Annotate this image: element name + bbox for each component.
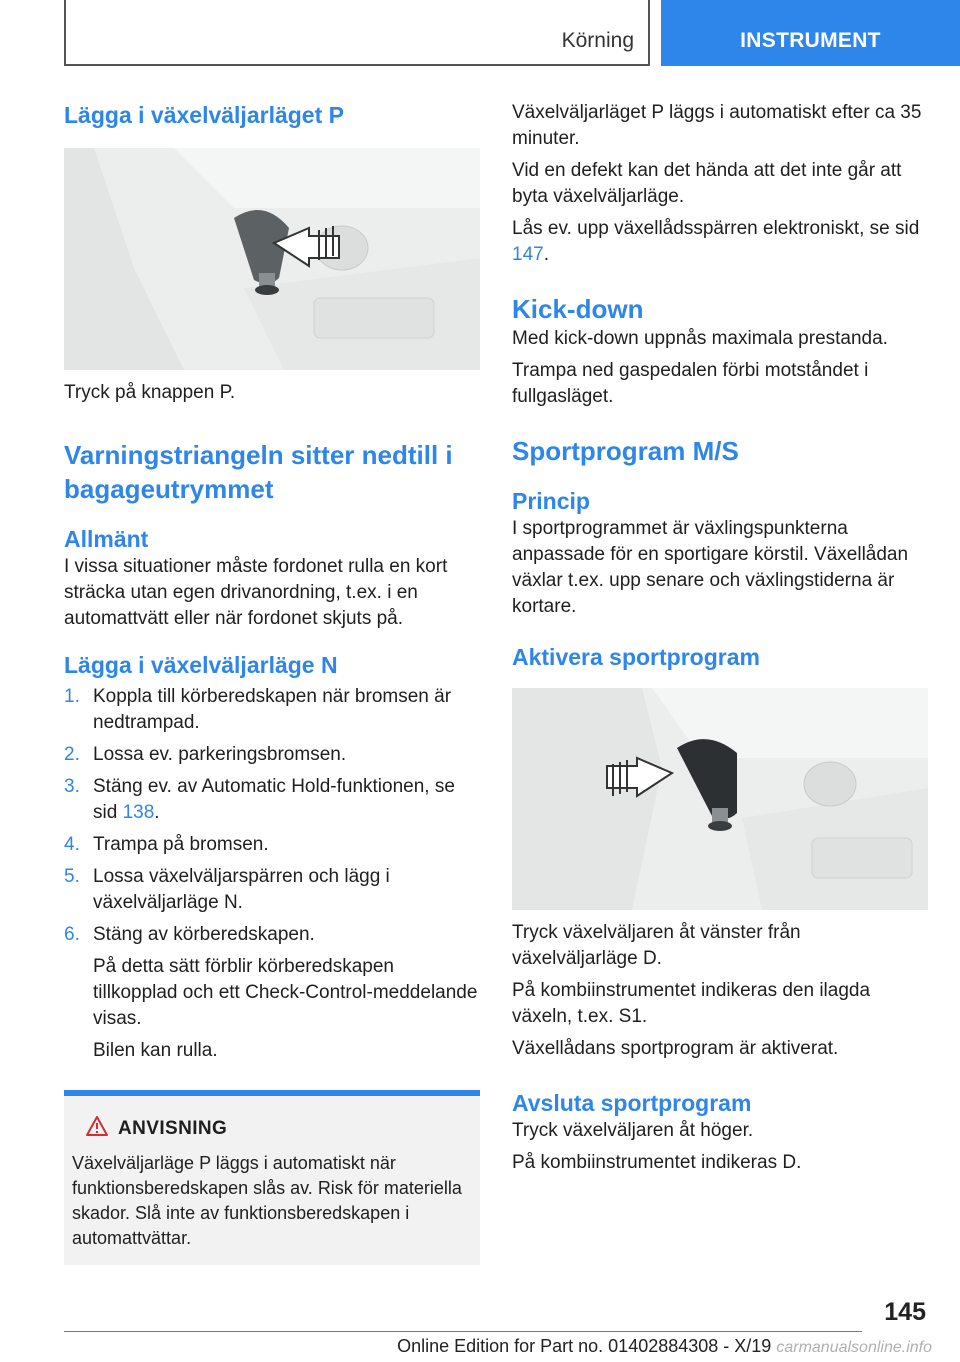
section-label: Körning (561, 29, 634, 52)
list-item (64, 864, 482, 916)
step-number: 3. (64, 776, 80, 797)
heading-sport-program: Sportprogram M/S (512, 436, 739, 466)
left-column (64, 100, 482, 1265)
step-text: Trampa på bromsen. (93, 834, 269, 855)
step6-sub-text-2: Bilen kan rulla. (93, 1040, 218, 1061)
list-item (64, 922, 482, 948)
step-text-end: . (154, 802, 160, 823)
heading-neutral: Lägga i växelväljarläge N (64, 652, 338, 678)
step6-sub-text: På detta sätt förblir körberedskapen tillkopplad och ett Check-Control-meddelande visas. (93, 956, 478, 1029)
illustration-sport-program (512, 688, 928, 910)
notice-box (64, 1090, 480, 1265)
principle-text: I sportprogrammet är växlingspunkterna anpassade för en sportigare körstil. Växellådan växlar t.ex. upp senare och växlingstiderna är kortare. (512, 518, 909, 617)
unlock-text (512, 216, 930, 268)
notice-title: ANVISNING (118, 1117, 228, 1139)
end-text-1: Tryck växelväljaren åt höger. (512, 1120, 754, 1141)
unlock-text-end: . (543, 244, 549, 265)
end-text-2: På kombiinstrumentet indikeras D. (512, 1152, 802, 1173)
step-number: 4. (64, 834, 80, 855)
activate-text-2: På kombiinstrumentet indikeras den ilagda växeln, t.ex. S1. (512, 980, 871, 1027)
notice-text: Växelväljarläge P läggs i automatiskt när funktionsberedskapen slås av. Risk för materiella skador. Slå inte av funktionsberedskapen i automattvättar. (72, 1153, 462, 1248)
step-text: Lossa växelväljarspärren och lägg i växelväljarläge N. (93, 866, 390, 913)
notice-header (72, 1116, 472, 1141)
list-item (64, 684, 482, 736)
park-caption: Tryck på knappen P. (64, 382, 236, 403)
footer-divider (64, 1331, 862, 1332)
list-item (64, 832, 482, 858)
step-number: 5. (64, 866, 80, 887)
page-number: 145 (884, 1298, 926, 1326)
defect-text: Vid en defekt kan det hända att det inte går att byta växelväljarläge. (512, 160, 902, 207)
illustration-park-button (64, 148, 480, 370)
neutral-steps-list (64, 684, 482, 948)
chapter-tab-label: INSTRUMENT (740, 29, 881, 52)
step-text: Stäng av körberedskapen. (93, 924, 315, 945)
page-ref-link[interactable]: 138 (122, 802, 155, 823)
unlock-text-start: Lås ev. upp växellådsspärren elektroniskt, se sid (512, 218, 920, 239)
activate-text-3: Växellådans sportprogram är aktiverat. (512, 1038, 839, 1059)
footer-edition (0, 1336, 932, 1357)
step-number: 6. (64, 924, 80, 945)
list-item (64, 774, 482, 826)
heading-kick-down: Kick-down (512, 294, 644, 324)
step-number: 1. (64, 686, 80, 707)
page-ref-link[interactable]: 147 (512, 244, 544, 265)
general-text: I vissa situationer måste fordonet rulla en kort sträcka utan egen drivanordning, t.ex. i en automattvätt eller när fordonet skjuts på. (64, 556, 448, 629)
kick-text-2: Trampa ned gaspedalen förbi motståndet i fullgasläget. (512, 360, 869, 407)
list-item (64, 742, 482, 768)
heading-park: Lägga i växelväljarläget P (64, 102, 344, 128)
heading-end-sport: Avsluta sportprogram (512, 1090, 752, 1116)
watermark-text: carmanualsonline.info (776, 1339, 932, 1356)
heading-activate-sport: Aktivera sportprogram (512, 644, 760, 670)
auto-park-text: Växelväljarläget P läggs i automatiskt efter ca 35 minuter. (512, 102, 922, 149)
activate-text-1: Tryck växelväljaren åt vänster från växelväljarläge D. (512, 922, 801, 969)
right-column (512, 100, 930, 1176)
heading-principle: Princip (512, 488, 590, 514)
step-text: Koppla till körberedskapen när bromsen är nedtrampad. (93, 686, 452, 733)
edition-text: Online Edition for Part no. 01402884308 - X/19 (397, 1336, 772, 1356)
header-box (64, 0, 650, 66)
heading-warning-triangle: Varningstriangeln sitter nedtill i bagageutrymmet (64, 440, 453, 504)
step-text: Lossa ev. parkeringsbromsen. (93, 744, 347, 765)
kick-text-1: Med kick-down uppnås maximala prestanda. (512, 328, 888, 349)
step-number: 2. (64, 744, 80, 765)
chapter-tab[interactable] (661, 0, 960, 66)
step-text: Stäng ev. av Automatic Hold-funktionen, se sid (93, 776, 455, 823)
heading-general: Allmänt (64, 526, 149, 552)
warning-triangle-icon (86, 1116, 108, 1141)
